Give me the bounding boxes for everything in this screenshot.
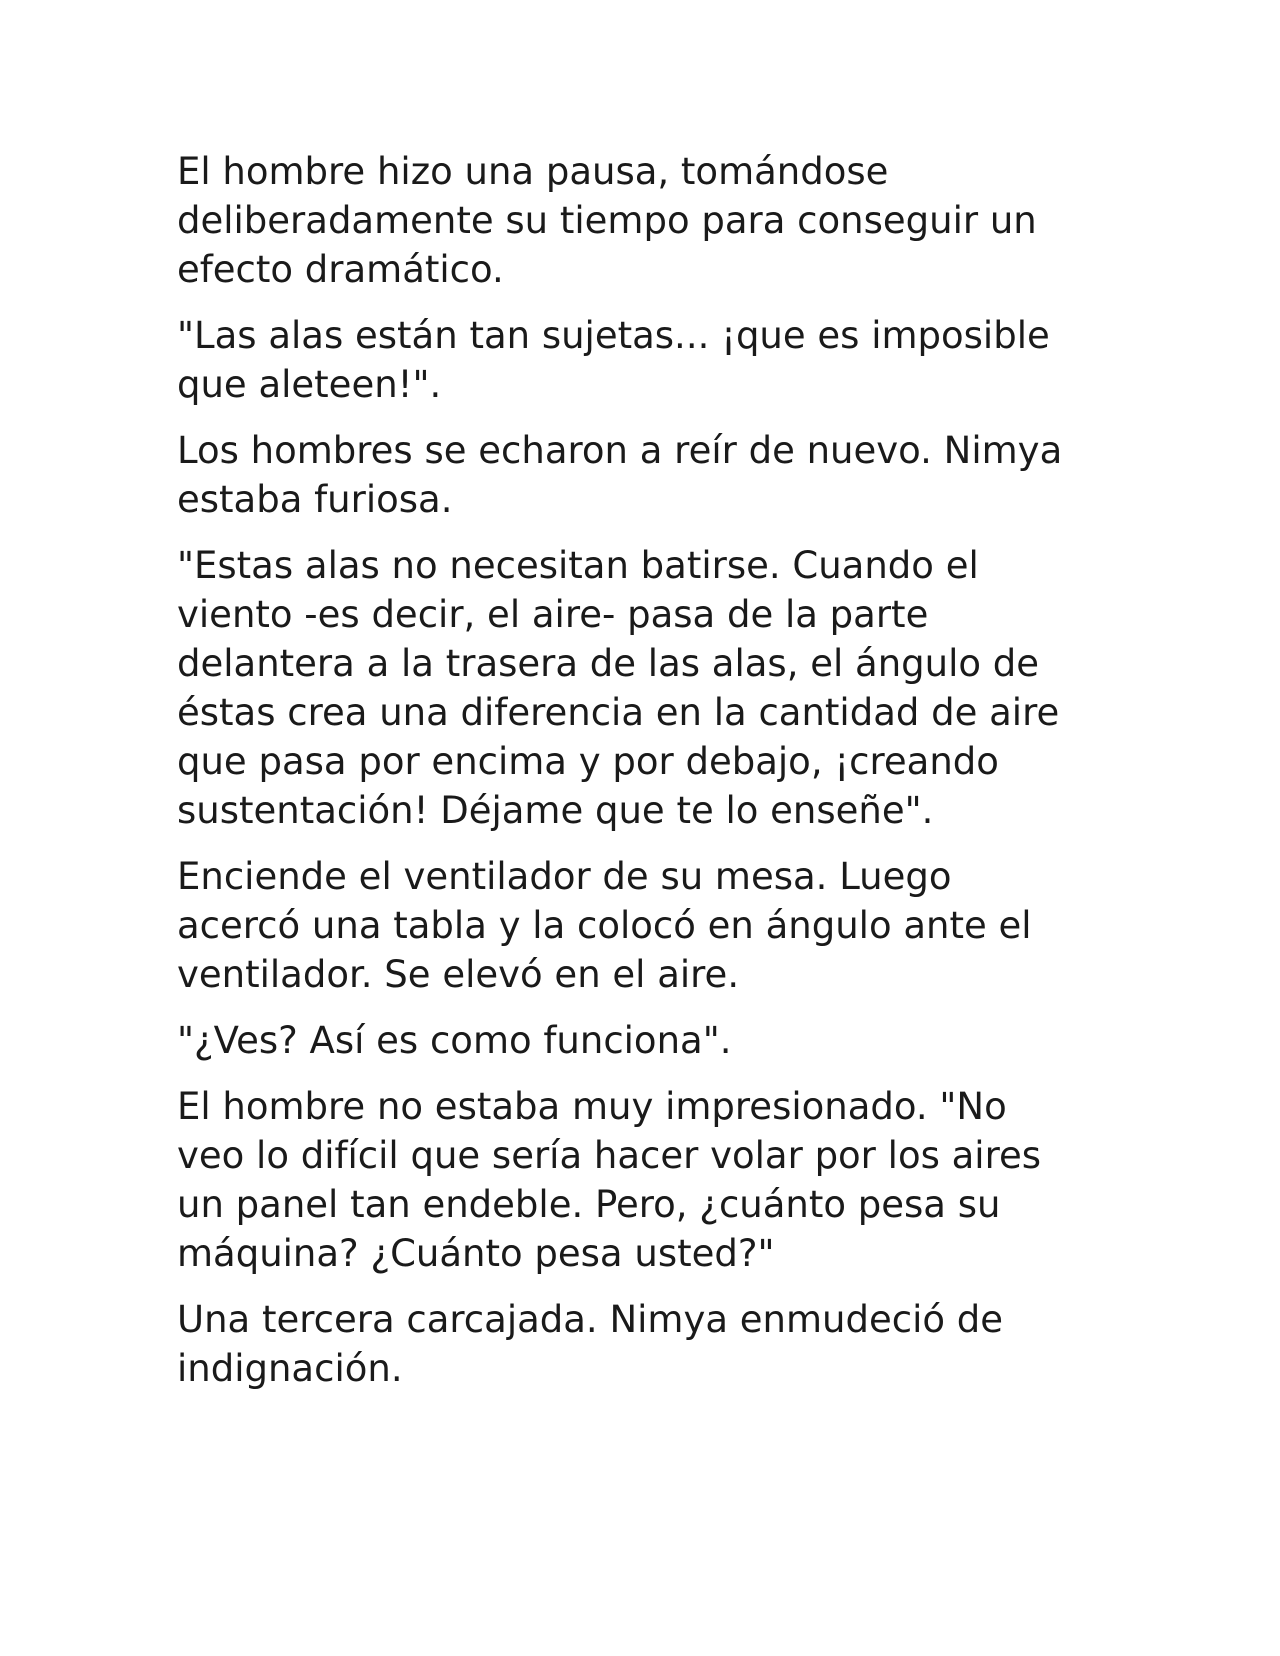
text-line: veo lo difícil que sería hacer volar por los aires [177, 1134, 1042, 1177]
text-line: máquina? ¿Cuánto pesa usted?" [177, 1232, 775, 1275]
paragraph [177, 426, 1097, 524]
text-line: Enciende el ventilador de su mesa. Luego [177, 855, 952, 898]
text-line: "¿Ves? Así es como funciona". [177, 1019, 732, 1062]
text-line: indignación. [177, 1347, 403, 1390]
text-line: efecto dramático. [177, 248, 504, 291]
text-line: que pasa por encima y por debajo, ¡creando [177, 740, 999, 783]
text-line: deliberadamente su tiempo para conseguir un [177, 199, 1037, 242]
paragraph [177, 1082, 1097, 1278]
text-line: viento -es decir, el aire- pasa de la parte [177, 593, 929, 636]
text-line: "Las alas están tan sujetas... ¡que es imposible [177, 314, 1050, 357]
text-line: éstas crea una diferencia en la cantidad de aire [177, 691, 1060, 734]
text-line: El hombre hizo una pausa, tomándose [177, 150, 889, 193]
paragraph [177, 1295, 1097, 1393]
paragraph [177, 311, 1097, 409]
text-line: ventilador. Se elevó en el aire. [177, 953, 740, 996]
text-line: que aleteen!". [177, 363, 442, 406]
text-line: delantera a la trasera de las alas, el ángulo de [177, 642, 1040, 685]
text-line: sustentación! Déjame que te lo enseñe". [177, 789, 934, 832]
text-line: estaba furiosa. [177, 478, 453, 521]
text-line: acercó una tabla y la colocó en ángulo ante el [177, 904, 1032, 947]
paragraph [177, 541, 1097, 835]
text-line: El hombre no estaba muy impresionado. "No [177, 1085, 1007, 1128]
text-line: Una tercera carcajada. Nimya enmudeció de [177, 1298, 1004, 1341]
text-line: Los hombres se echaron a reír de nuevo. Nimya [177, 429, 1063, 472]
body-text [177, 147, 1097, 1410]
paragraph [177, 1016, 1097, 1065]
paragraph [177, 852, 1097, 999]
text-line: un panel tan endeble. Pero, ¿cuánto pesa su [177, 1183, 1001, 1226]
paragraph [177, 147, 1097, 294]
text-line: "Estas alas no necesitan batirse. Cuando el [177, 544, 979, 587]
